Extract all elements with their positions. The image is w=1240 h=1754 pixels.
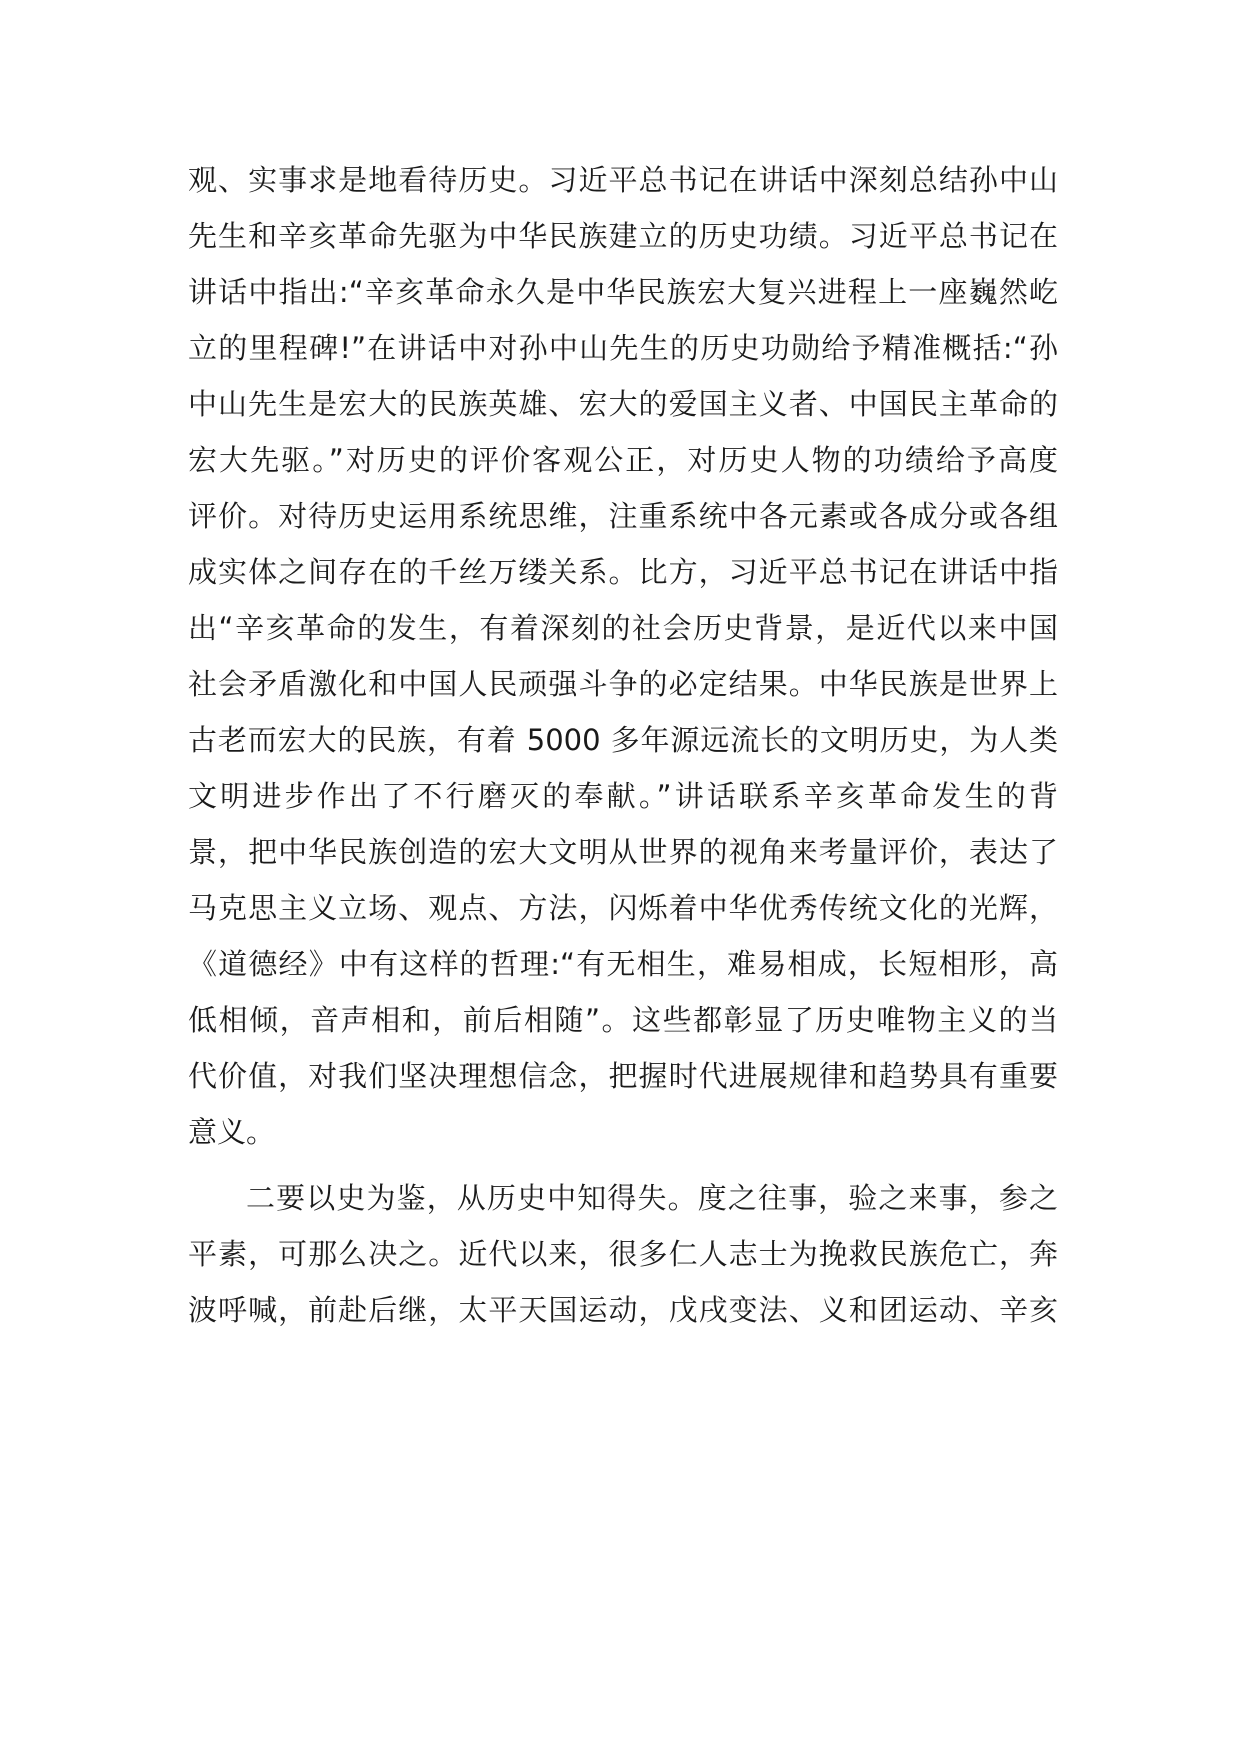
text-line: 评价。对待历史运用系统思维，注重系统中各元素或各成分或各组: [188, 499, 1058, 533]
text-line: 意义。: [188, 1115, 276, 1149]
text-line: 马克思主义立场、观点、方法，闪烁着中华优秀传统文化的光辉，: [188, 891, 1058, 925]
text-line: 古老而宏大的民族，有着 5000 多年源远流长的文明历史，为人类: [188, 723, 1058, 757]
text-line: 讲话中指出:“辛亥革命永久是中华民族宏大复兴进程上一座巍然屹: [188, 275, 1058, 309]
text-line: 平素，可那么决之。近代以来，很多仁人志士为挽救民族危亡，奔: [188, 1237, 1058, 1271]
text-line: 社会矛盾激化和中国人民顽强斗争的必定结果。中华民族是世界上: [188, 667, 1058, 701]
text-line: 出“辛亥革命的发生，有着深刻的社会历史背景，是近代以来中国: [188, 611, 1058, 645]
text-line: 文明进步作出了不行磨灭的奉献。”讲话联系辛亥革命发生的背: [188, 779, 1058, 813]
text-line: 宏大先驱。”对历史的评价客观公正，对历史人物的功绩给予高度: [188, 443, 1058, 477]
text-line: 中山先生是宏大的民族英雄、宏大的爱国主义者、中国民主革命的: [188, 387, 1058, 421]
text-line: 代价值，对我们坚决理想信念，把握时代进展规律和趋势具有重要: [188, 1059, 1058, 1093]
text-line: 立的里程碑!”在讲话中对孙中山先生的历史功勋给予精准概括:“孙: [188, 331, 1058, 365]
text-line: 波呼喊，前赴后继，太平天国运动，戊戌变法、义和团运动、辛亥: [188, 1293, 1058, 1327]
text-line: 景，把中华民族创造的宏大文明从世界的视角来考量评价，表达了: [188, 835, 1058, 869]
text-line: 先生和辛亥革命先驱为中华民族建立的历史功绩。习近平总书记在: [188, 219, 1058, 253]
text-line: 观、实事求是地看待历史。习近平总书记在讲话中深刻总结孙中山: [188, 163, 1058, 197]
text-line: 成实体之间存在的千丝万缕关系。比方，习近平总书记在讲话中指: [188, 555, 1058, 589]
paragraph-first-line: 二要以史为鉴，从历史中知得失。度之往事，验之来事，参之: [246, 1181, 1058, 1215]
text-line: 《道德经》中有这样的哲理:“有无相生，难易相成，长短相形，高: [188, 947, 1058, 981]
text-line: 低相倾，音声相和，前后相随”。这些都彰显了历史唯物主义的当: [188, 1003, 1058, 1037]
